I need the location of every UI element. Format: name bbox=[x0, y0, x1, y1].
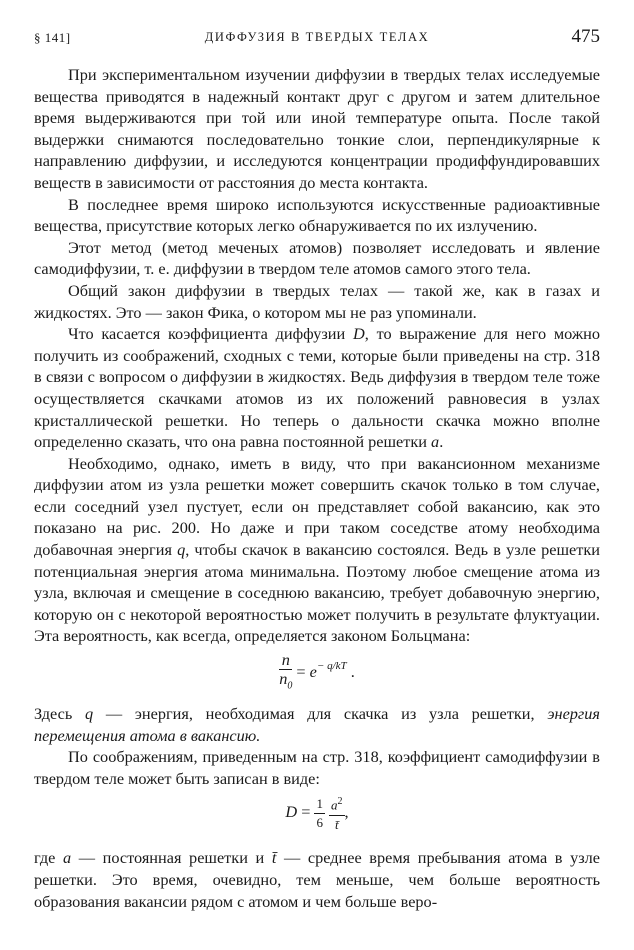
formula-fraction bbox=[279, 651, 292, 695]
fraction-denominator: t̄ bbox=[334, 816, 339, 832]
denominator-subscript: 0 bbox=[287, 680, 293, 692]
text-run: — постоянная решетки и bbox=[71, 848, 272, 868]
exponent-base: e bbox=[309, 661, 317, 681]
math-variable-a: a bbox=[62, 848, 72, 868]
paragraph-radioactive: В последнее время широко используются искусственные радиоактивные вещества, присутствие которых легко обнаруживается по их излучению. bbox=[34, 194, 600, 236]
paragraph-self-diffusion: По соображениям, приведенным на стр. 318, коэффициент самодиффузии в твердом теле может быть записан в виде: bbox=[34, 747, 600, 788]
paragraph-experiment: При экспериментальном изучении диффузии в твердых телах исследуемые вещества приводятся в надежный контакт друг с другом и затем длительное время выдерживаются при той или иной температуре опыта. После такой выдержки снимаются последовательно тонкие слои, перпендикулярные к направлению диффузии, и исследуются концентрации продиффундировавших веществ в зависимости от расстояния до места контакта. bbox=[34, 65, 600, 192]
paragraph-residence-time bbox=[34, 847, 600, 912]
text-run: . bbox=[439, 432, 444, 452]
section-number: § 141] bbox=[34, 30, 71, 45]
fraction-numerator: 1 bbox=[314, 795, 325, 814]
fraction-denominator bbox=[279, 670, 292, 695]
text-run: где bbox=[34, 848, 63, 868]
text-run: Что касается коэффициента диффузии bbox=[68, 324, 354, 344]
formula-lhs: D bbox=[285, 802, 298, 822]
fraction-denominator: 6 bbox=[316, 815, 323, 831]
running-header bbox=[34, 26, 600, 52]
math-variable-D: D bbox=[353, 324, 365, 344]
math-variable-q: q bbox=[85, 704, 94, 724]
italic-definition: энергия перемещения атома в вакансию. bbox=[34, 704, 600, 745]
paragraph-vacancy-mechanism bbox=[34, 453, 600, 647]
body-text bbox=[34, 64, 600, 912]
page-number: 475 bbox=[571, 26, 600, 47]
equals-sign: = bbox=[296, 661, 306, 681]
exponent: − q/kT bbox=[316, 659, 347, 672]
text-run: — энергия, необходимая для скачка из узла решетки, bbox=[93, 704, 548, 724]
formula-period: . bbox=[350, 661, 355, 681]
text-run: , чтобы скачок в вакансию состоялся. Ведь в узле решетки потенциальная энергия атома минимальна. Поэтому любое смещение атома из узла, включая и смещение в соседнюю вакансию, требует добавочную энергию, которую он с некоторой вероятностью может получить в результате флуктуации. Эта вероятность, как всегда, определяется законом Больцмана: bbox=[34, 540, 600, 646]
math-variable-t: t̄ bbox=[271, 848, 277, 868]
numerator-symbol: a bbox=[331, 797, 338, 813]
paragraph-energy-definition bbox=[34, 703, 600, 746]
text-run: Здесь bbox=[34, 704, 86, 724]
running-title: ДИФФУЗИЯ В ТВЕРДЫХ ТЕЛАХ bbox=[204, 30, 430, 44]
paragraph-fick-law: Общий закон диффузии в твердых телах — такой же, как в газах и жидкостях. Это — закон Фика, о котором мы не раз упоминали. bbox=[34, 280, 600, 322]
text-run: Необходимо, однако, иметь в виду, что при вакансионном механизме диффузии атом из узла решетки может совершить скачок только в том случае, если соседний узел пустует, если он представляет собой вакансию, как это показано на рис. 200. Но даже и при таком соседстве атому необходима добавочная энергия bbox=[34, 453, 600, 560]
fraction-numerator bbox=[329, 793, 345, 815]
lattice-fraction bbox=[329, 793, 345, 833]
text-run: , то выражение для него можно получить из соображений, сходных с теми, которые были приведены на стр. 318 в связи с вопросом о диффузии в жидкостях. Ведь диффузия в твердом теле тоже осуществляется скачками атомов из их положений равновесия в узлах кристаллической решетки. Но теперь о дальности скачка можно вполне определенно сказать, что она равна постоянной решетки bbox=[34, 324, 601, 452]
equals-sign: = bbox=[301, 802, 311, 822]
self-diffusion-formula bbox=[34, 789, 600, 847]
text-run: — среднее время пребывания атома в узле решетки. Это время, очевидно, тем меньше, чем больше вероятность образования вакансии рядом с атомом и чем больше веро- bbox=[34, 848, 601, 911]
denominator-symbol: n bbox=[279, 669, 288, 689]
numerator-exponent: 2 bbox=[337, 796, 343, 808]
formula-comma: , bbox=[344, 802, 349, 822]
paragraph-tagged-atoms: Этот метод (метод меченых атомов) позволяет исследовать и явление самодиффузии, т. е. диффузии в твердом теле атомов самого этого тела. bbox=[34, 237, 600, 279]
math-variable-q: q bbox=[177, 540, 186, 560]
coefficient-fraction bbox=[314, 795, 325, 832]
paragraph-diffusion-coefficient bbox=[34, 323, 600, 453]
fraction-numerator: n bbox=[279, 651, 292, 670]
boltzmann-formula bbox=[34, 647, 600, 703]
math-variable-a: a bbox=[431, 432, 440, 452]
